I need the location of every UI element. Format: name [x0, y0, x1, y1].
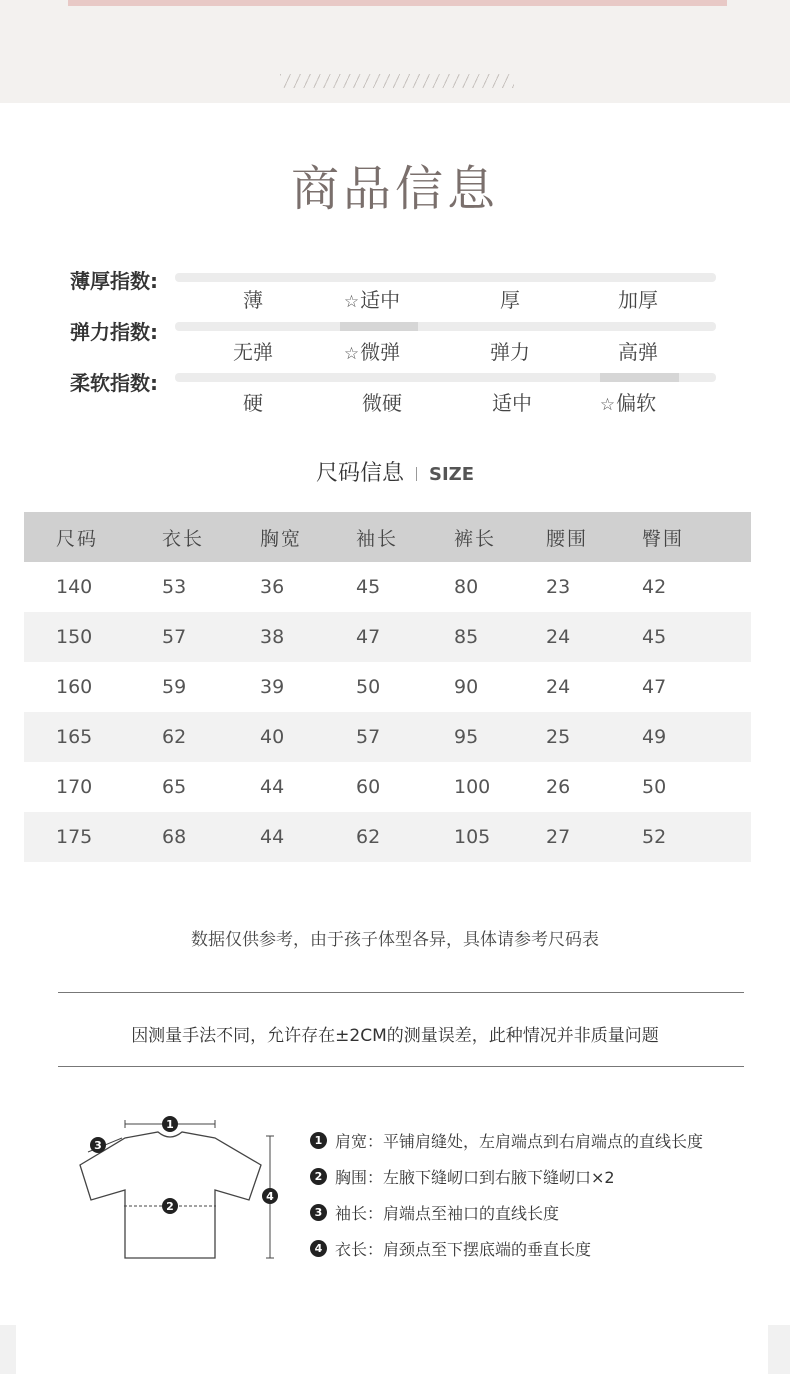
table-cell: 47	[320, 612, 418, 662]
table-cell: 27	[514, 812, 612, 862]
legend-number: 4	[310, 1240, 327, 1257]
legend-number: 2	[310, 1168, 327, 1185]
bottom-strip-left	[0, 1325, 16, 1374]
thickness-option: 薄	[243, 288, 263, 312]
table-cell: 105	[418, 812, 514, 862]
table-cell: 24	[514, 612, 612, 662]
table-cell: 50	[356, 676, 381, 698]
table-cell: 49	[612, 712, 751, 762]
measurement-legend	[310, 1122, 703, 1266]
table-cell: 53	[162, 576, 187, 598]
table-cell: 60	[356, 776, 381, 798]
marker-2-label: 2	[166, 1200, 174, 1213]
table-row	[24, 762, 751, 812]
table-cell: 100	[454, 776, 491, 798]
bottom-strip-right	[768, 1325, 790, 1374]
table-cell: 24	[546, 676, 571, 698]
divider-top	[58, 992, 744, 993]
table-cell: 45	[356, 576, 381, 598]
elasticity-selected-mark	[340, 322, 418, 331]
table-cell: 40	[222, 712, 320, 762]
legend-text: 胸围：左腋下缝屻口到右腋下缝屻口×2	[335, 1167, 615, 1187]
measure-lines	[88, 1120, 274, 1258]
table-cell: 44	[260, 776, 285, 798]
marker-1-label: 1	[166, 1118, 174, 1131]
col-header: 臀围	[612, 512, 751, 562]
col-header: 腰围	[514, 512, 612, 562]
size-title-en: SIZE	[429, 464, 475, 485]
star-icon: ☆	[343, 344, 360, 364]
table-cell: 36	[260, 576, 285, 598]
table-row	[24, 712, 751, 762]
col-header: 袖长	[320, 512, 418, 562]
marker-4-label: 4	[266, 1190, 274, 1203]
table-cell: 68	[124, 812, 222, 862]
table-cell: 160	[56, 676, 93, 698]
table-cell: 42	[642, 576, 667, 598]
table-cell: 80	[454, 576, 479, 598]
table-cell: 50	[642, 776, 667, 798]
table-cell: 59	[162, 676, 187, 698]
table-cell: 85	[418, 612, 514, 662]
thickness-index-bar	[175, 273, 716, 282]
softness-option: 适中	[492, 391, 532, 415]
size-title-cn: 尺码信息	[315, 461, 404, 486]
softness-option-selected: ☆偏软	[599, 391, 657, 415]
table-cell: 57	[124, 612, 222, 662]
table-row	[24, 812, 751, 862]
legend-text: 肩宽：平铺肩缝处，左肩端点到右肩端点的直线长度	[335, 1131, 704, 1151]
table-cell: 39	[260, 676, 285, 698]
size-table	[24, 512, 751, 862]
table-cell: 52	[612, 812, 751, 862]
table-cell: 90	[454, 676, 479, 698]
marker-3-label: 3	[94, 1139, 102, 1152]
table-cell: 38	[222, 612, 320, 662]
table-cell: 62	[124, 712, 222, 762]
thickness-option-selected: ☆适中	[343, 288, 401, 312]
table-cell: 140	[56, 576, 93, 598]
col-header: 尺码	[24, 512, 124, 562]
table-row	[24, 612, 751, 662]
table-cell: 26	[546, 776, 571, 798]
softness-option: 硬	[243, 391, 263, 415]
table-row	[24, 562, 751, 612]
elasticity-option: 弹力	[490, 340, 530, 364]
divider-bottom	[58, 1066, 744, 1067]
reference-note: 数据仅供参考，由于孩子体型各异，具体请参考尺码表	[191, 930, 599, 950]
table-header-row	[24, 512, 751, 562]
elasticity-option-selected: ☆微弹	[343, 340, 401, 364]
bottom-strip	[0, 1325, 790, 1374]
table-cell: 23	[546, 576, 571, 598]
elasticity-index-label: 弹力指数:	[70, 320, 158, 344]
table-cell: 25	[514, 712, 612, 762]
thickness-option: 厚	[500, 288, 520, 312]
star-icon: ☆	[599, 395, 616, 415]
table-cell: 62	[320, 812, 418, 862]
pink-accent-bar	[68, 0, 727, 6]
legend-item	[310, 1194, 703, 1230]
legend-item	[310, 1122, 703, 1158]
legend-number: 1	[310, 1132, 327, 1149]
top-decor-band	[0, 0, 790, 103]
softness-selected-mark	[600, 373, 679, 382]
col-header: 胸宽	[222, 512, 320, 562]
thickness-index-label: 薄厚指数:	[70, 269, 158, 293]
elasticity-option: 无弹	[233, 340, 273, 364]
size-section-title	[0, 456, 790, 487]
legend-item	[310, 1230, 703, 1266]
elasticity-option: 高弹	[618, 340, 658, 364]
legend-item	[310, 1158, 703, 1194]
table-cell: 165	[24, 712, 124, 762]
col-header: 裤长	[418, 512, 514, 562]
legend-number: 3	[310, 1204, 327, 1221]
table-cell: 175	[24, 812, 124, 862]
star-icon: ☆	[343, 292, 360, 312]
softness-option: 微硬	[362, 391, 402, 415]
thickness-option: 加厚	[618, 288, 658, 312]
title-separator	[416, 467, 417, 481]
col-header: 衣长	[124, 512, 222, 562]
legend-text: 袖长：肩端点至袖口的直线长度	[335, 1203, 560, 1223]
table-cell: 170	[56, 776, 93, 798]
table-cell: 45	[612, 612, 751, 662]
table-cell: 57	[320, 712, 418, 762]
elasticity-index-bar	[175, 322, 716, 331]
table-cell: 95	[418, 712, 514, 762]
hatch-divider	[280, 74, 514, 88]
table-cell: 65	[162, 776, 187, 798]
tolerance-note: 因测量手法不同，允许存在±2CM的测量误差，此种情况并非质量问题	[131, 1026, 659, 1046]
table-cell: 150	[24, 612, 124, 662]
table-cell: 47	[642, 676, 667, 698]
table-row	[24, 662, 751, 712]
legend-text: 衣长：肩颈点至下摆底端的垂直长度	[335, 1239, 592, 1259]
softness-index-bar	[175, 373, 716, 382]
page-title: 商品信息	[290, 161, 499, 217]
tshirt-outline-icon	[80, 1132, 261, 1258]
tshirt-diagram	[78, 1108, 288, 1268]
softness-index-label: 柔软指数:	[70, 371, 158, 395]
table-cell: 44	[222, 812, 320, 862]
